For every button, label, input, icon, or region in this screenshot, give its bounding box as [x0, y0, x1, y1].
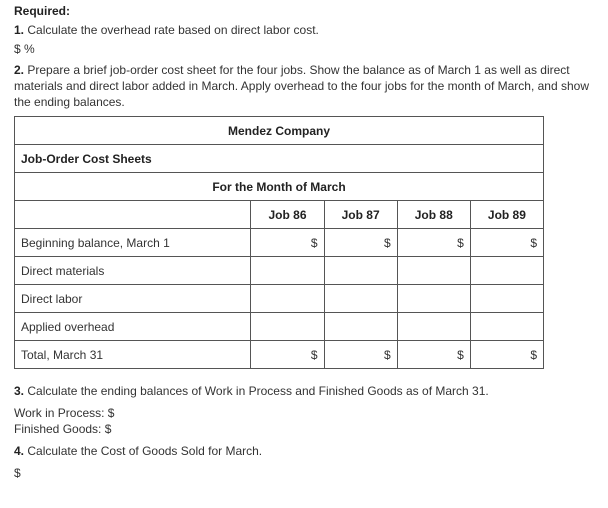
company-name: Mendez Company — [15, 117, 544, 145]
row-label-applied-overhead: Applied overhead — [15, 313, 251, 341]
cell-input[interactable]: $ — [397, 341, 470, 369]
question-4 — [14, 443, 600, 459]
question-1 — [14, 22, 600, 38]
column-header-job-88: Job 88 — [397, 201, 470, 229]
cell-input[interactable] — [397, 313, 470, 341]
cell-input[interactable]: $ — [251, 229, 324, 257]
cell-input[interactable] — [470, 257, 543, 285]
question-1-text: Calculate the overhead rate based on direct labor cost. — [24, 23, 319, 37]
cell-input[interactable]: $ — [470, 341, 543, 369]
sheet-period: For the Month of March — [15, 173, 544, 201]
question-4-number: 4. — [14, 444, 25, 458]
column-header-job-87: Job 87 — [324, 201, 397, 229]
question-3-number: 3. — [14, 384, 25, 398]
question-3 — [14, 383, 600, 399]
job-order-cost-sheet-table — [14, 116, 544, 369]
cell-input[interactable] — [251, 285, 324, 313]
column-header-job-86: Job 86 — [251, 201, 324, 229]
question-1-answer[interactable]: $ % — [14, 42, 35, 56]
cell-input[interactable]: $ — [470, 229, 543, 257]
problem-content — [14, 0, 600, 481]
row-label-beginning-balance: Beginning balance, March 1 — [15, 229, 251, 257]
cell-input[interactable] — [470, 285, 543, 313]
sheet-subtitle: Job-Order Cost Sheets — [15, 145, 544, 173]
cell-input[interactable] — [324, 313, 397, 341]
header-empty-cell — [15, 201, 251, 229]
cell-input[interactable] — [324, 285, 397, 313]
question-1-number: 1. — [14, 23, 25, 37]
table-row — [15, 313, 544, 341]
table-row — [15, 257, 544, 285]
finished-goods-answer[interactable]: Finished Goods: $ — [14, 422, 112, 436]
cell-input[interactable]: $ — [324, 229, 397, 257]
cost-of-goods-sold-answer[interactable]: $ — [14, 466, 21, 480]
row-label-total-march-31: Total, March 31 — [15, 341, 251, 369]
cell-input[interactable] — [470, 313, 543, 341]
cell-input[interactable]: $ — [397, 229, 470, 257]
table-row — [15, 285, 544, 313]
cell-input[interactable]: $ — [251, 341, 324, 369]
question-4-text: Calculate the Cost of Goods Sold for March. — [24, 444, 263, 458]
table-row — [15, 229, 544, 257]
question-2 — [14, 62, 596, 110]
cell-input[interactable] — [397, 285, 470, 313]
cell-input[interactable] — [251, 313, 324, 341]
cell-input[interactable] — [251, 257, 324, 285]
row-label-direct-labor: Direct labor — [15, 285, 251, 313]
row-label-direct-materials: Direct materials — [15, 257, 251, 285]
question-3-text: Calculate the ending balances of Work in Process and Finished Goods as of March 31. — [24, 384, 489, 398]
table-row — [15, 341, 544, 369]
column-header-job-89: Job 89 — [470, 201, 543, 229]
work-in-process-answer[interactable]: Work in Process: $ — [14, 406, 115, 420]
cell-input[interactable] — [397, 257, 470, 285]
cell-input[interactable]: $ — [324, 341, 397, 369]
cell-input[interactable] — [324, 257, 397, 285]
question-2-number: 2. — [14, 63, 25, 77]
required-heading: Required: — [14, 4, 71, 18]
question-2-text: Prepare a brief job-order cost sheet for the four jobs. Show the balance as of March 1 as well as direct materials and direct labor added in March. Apply overhead to the four jobs for the month of March, and show the ending balances. — [14, 63, 589, 109]
